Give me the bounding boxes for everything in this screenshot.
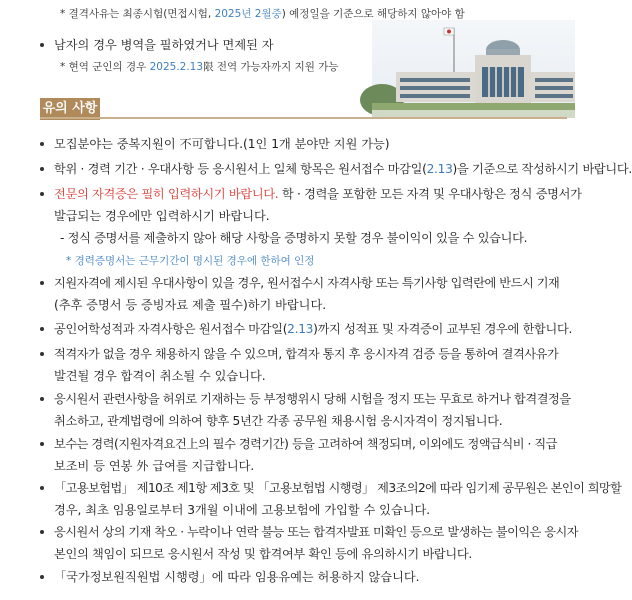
bullet [40,442,44,446]
item-certificate-required-cont: 발급되는 경우에만 입력하시기 바랍니다. [54,209,270,223]
bullet [40,327,44,331]
item-language-scores: 공인어학성적과 자격사항은 원서접수 마감일(2.13)까지 성적표 및 자격증이 교부된 경우에 한합니다. [54,322,573,336]
item-certificate-required: 전문의 자격증은 필히 입력하시기 바랍니다. 학 · 경력을 포함한 모든 자격 및 우대사항은 정식 증명서가 [54,187,582,201]
item-applicant-responsibility: 응시원서 상의 기재 착오 · 누락이나 연락 불능 또는 합격자발표 미확인 등으로 발생하는 불이익은 응시자 [54,525,579,539]
item-salary-cont: 보조비 등 연봉 外 급여를 지급합니다. [54,459,255,473]
bullet [40,142,44,146]
item-false-entry: 응시원서 관련사항을 허위로 기재하는 등 부정행위시 당해 시험을 정지 또는 무효로 하거나 합격결정을 [54,392,571,406]
item-no-qualified-cont: 발견될 경우 합격이 취소될 수 있습니다. [54,369,266,383]
item-salary: 보수는 경력(지원자격요건上의 필수 경력기간) 등을 고려하여 책정되며, 이외에도 정액급식비 · 직급 [54,437,558,451]
item-no-deferral: 「국가정보원직원법 시행령」에 따라 임용유예는 허용하지 않습니다. [54,570,420,584]
item-preferential-cont: (추후 증명서 등 증빙자료 제출 필수)하기 바랍니다. [54,298,327,312]
item-military: 남자의 경우 병역을 필하였거나 면제된 자 [54,38,274,52]
note-active-soldier: * 현역 군인의 경우 2025.2.13限 전역 가능자까지 지원 가능 [60,61,339,73]
item-no-qualified: 적격자가 없을 경우 채용하지 않을 수 있으며, 합격자 통지 후 응시자격 검증 등을 통하여 결격사유가 [54,347,559,361]
item-preferential: 지원자격에 제시된 우대사항이 있을 경우, 원서접수시 자격사항 또는 특기사항 입력란에 반드시 기재 [54,276,560,290]
bullet [40,43,44,47]
bullet [40,486,44,490]
bullet [40,575,44,579]
note-disqualification: * 결격사유는 최종시험(면접시험, 2025년 2월중) 예정일을 기준으로 해당하지 않아야 함 [60,8,465,20]
item-applicant-responsibility-cont: 본인의 책임이 되므로 응시원서 작성 및 합격여부 확인 등에 유의하시기 바랍니다. [54,547,472,561]
item-employment-insurance-cont: 경우, 최초 임용일로부터 3개월 이내에 고용보험에 가입할 수 있습니다. [54,503,431,517]
government-building-image [372,20,575,118]
section-title: 유의 사항 [40,98,100,120]
bullet [40,530,44,534]
note-career-certificate: * 경력증명서는 근무기간이 명시된 경우에 한하여 인정 [66,255,315,267]
bullet [40,352,44,356]
bullet [40,397,44,401]
section-divider [40,117,567,119]
bullet [40,281,44,285]
item-false-entry-cont: 취소하고, 관계법령에 의하여 향후 5년간 각종 공무원 채용시험 응시자격이 정지됩니다. [54,414,503,428]
item-duplicate-application: 모집분야는 중복지원이 不可합니다.(1인 1개 분야만 지원 가능) [54,137,390,151]
bullet [40,167,44,171]
sub-note-proof: - 정식 증명서를 제출하지 않아 해당 사항을 증명하지 못할 경우 불이익이 있을 수 있습니다. [60,231,528,245]
bullet [40,192,44,196]
item-application-basis: 학위 · 경력 기간 · 우대사항 등 응시원서上 일체 항목은 원서접수 마감일(2.13)을 기준으로 작성하시기 바랍니다. [54,162,632,176]
item-employment-insurance: 「고용보험법」 제10조 제1항 제3호 및 「고용보험법 시행령」 제3조의2에 따라 임기제 공무원은 본인이 희망할 [54,481,622,495]
